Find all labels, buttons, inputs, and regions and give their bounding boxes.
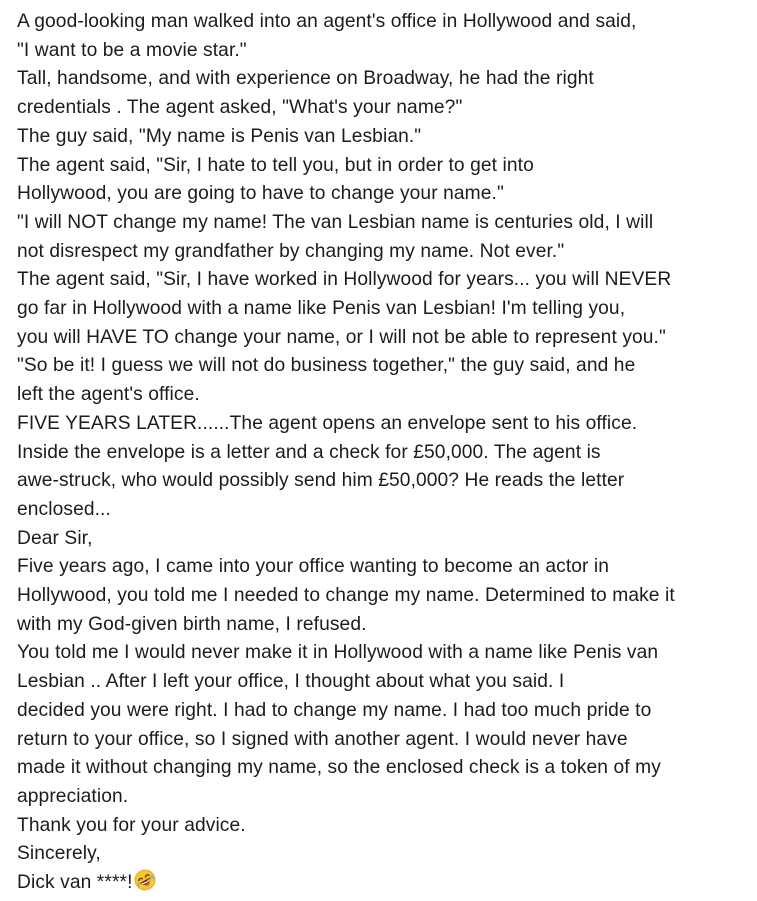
text-line: FIVE YEARS LATER......The agent opens an envelope sent to his office. [17, 412, 638, 434]
text-line: with my God-given birth name, I refused. [17, 613, 367, 635]
text-line: Dear Sir, [17, 527, 93, 549]
signature-text: Dick van ****! [17, 872, 133, 894]
text-line: enclosed... [17, 498, 111, 520]
text-line: go far in Hollywood with a name like Penis van Lesbian! I'm telling you, [17, 298, 626, 320]
text-line: return to your office, so I signed with another agent. I would never have [17, 728, 628, 750]
text-line: Hollywood, you told me I needed to change my name. Determined to make it [17, 585, 675, 607]
text-line: not disrespect my grandfather by changing my name. Not ever." [17, 240, 565, 262]
signature-line [17, 869, 747, 898]
text-line: The agent said, "Sir, I hate to tell you, but in order to get into [17, 154, 534, 176]
text-line: "So be it! I guess we will not do business together," the guy said, and he [17, 355, 636, 377]
text-line: Sincerely, [17, 843, 101, 865]
text-line: credentials . The agent asked, "What's your name?" [17, 97, 463, 119]
post-text [17, 8, 747, 898]
text-line: A good-looking man walked into an agent's office in Hollywood and said, [17, 11, 637, 32]
text-line: Lesbian .. After I left your office, I thought about what you said. I [17, 671, 565, 693]
text-line: appreciation. [17, 785, 129, 807]
text-line: awe-struck, who would possibly send him £50,000? He reads the letter [17, 470, 625, 492]
text-line: Five years ago, I came into your office wanting to become an actor in [17, 556, 610, 578]
rolling-on-floor-laughing-icon [134, 869, 156, 891]
text-line: Hollywood, you are going to have to change your name." [17, 183, 504, 205]
text-line: "I will NOT change my name! The van Lesbian name is centuries old, I will [17, 211, 654, 233]
text-line: made it without changing my name, so the enclosed check is a token of my [17, 757, 661, 779]
text-line: you will HAVE TO change your name, or I will not be able to represent you." [17, 326, 666, 348]
text-line: Inside the envelope is a letter and a check for £50,000. The agent is [17, 441, 601, 463]
text-line: left the agent's office. [17, 384, 200, 406]
text-line: Tall, handsome, and with experience on Broadway, he had the right [17, 68, 594, 90]
text-line: The agent said, "Sir, I have worked in Hollywood for years... you will NEVER [17, 269, 672, 291]
text-line: The guy said, "My name is Penis van Lesbian." [17, 125, 422, 147]
text-line: Thank you for your advice. [17, 814, 246, 836]
text-line: You told me I would never make it in Hollywood with a name like Penis van [17, 642, 659, 664]
text-line: "I want to be a movie star." [17, 39, 247, 61]
text-line: decided you were right. I had to change my name. I had too much pride to [17, 699, 652, 721]
